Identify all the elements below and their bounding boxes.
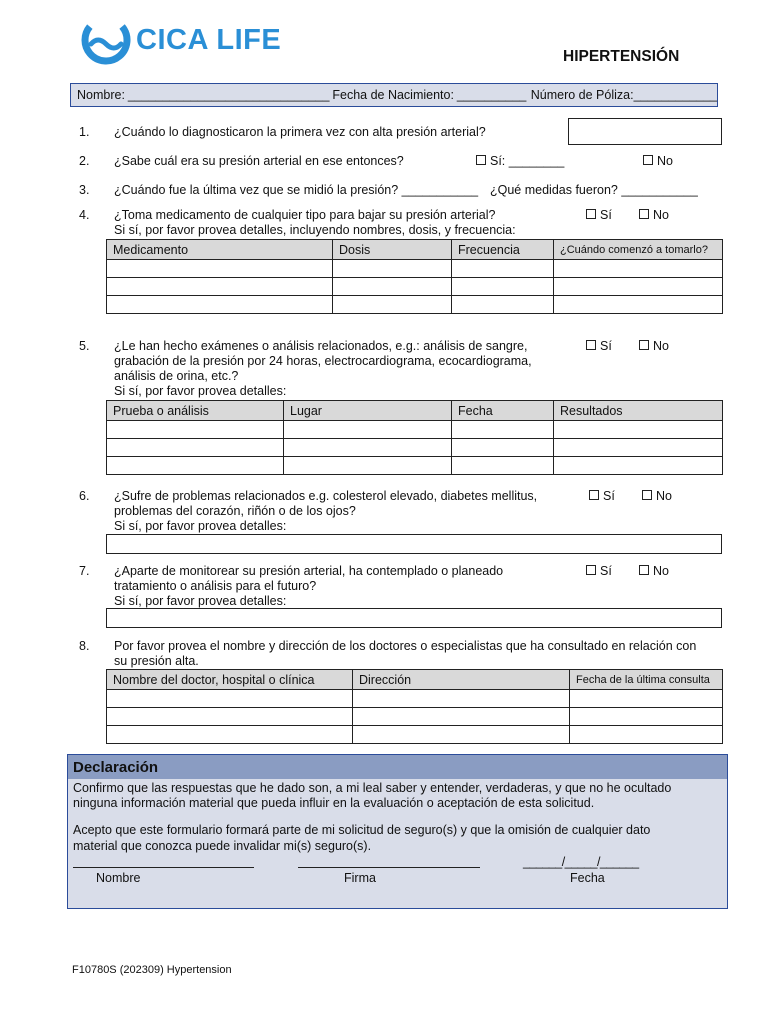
- doctors-table: [106, 669, 723, 744]
- table-cell[interactable]: [353, 708, 570, 726]
- table-header: Nombre del doctor, hospital o clínica: [107, 670, 353, 690]
- table-cell[interactable]: [554, 260, 723, 278]
- table-cell[interactable]: [107, 296, 333, 314]
- name-field[interactable]: _____________________________: [127, 88, 330, 102]
- table-cell[interactable]: [554, 457, 723, 475]
- table-header: Frecuencia: [452, 240, 554, 260]
- question-6-line-1: ¿Sufre de problemas relacionados e.g. colesterol elevado, diabetes mellitus,: [114, 489, 538, 503]
- table-header-row: [107, 401, 723, 421]
- question-8-line-1: Por favor provea el nombre y dirección de los doctores o especialistas que ha consultado en relación con: [114, 639, 697, 653]
- q4-yes-label: Sí: [600, 208, 612, 222]
- q2-no-label: No: [657, 154, 673, 168]
- q5-yes-option[interactable]: [586, 339, 612, 353]
- table-cell[interactable]: [107, 439, 284, 457]
- table-cell[interactable]: [452, 421, 554, 439]
- q7-yes-label: Sí: [600, 564, 612, 578]
- table-cell[interactable]: [554, 296, 723, 314]
- cica-logo-icon: [80, 14, 132, 66]
- dob-field[interactable]: __________: [456, 88, 527, 102]
- name-label: Nombre:: [77, 88, 125, 102]
- table-row[interactable]: [107, 260, 723, 278]
- question-4-line-2: Si sí, por favor provea detalles, incluyendo nombres, dosis, y frecuencia:: [114, 223, 516, 237]
- table-row[interactable]: [107, 708, 723, 726]
- question-number: 1.: [79, 125, 90, 139]
- question-7-line-3: Si sí, por favor provea detalles:: [114, 594, 287, 608]
- checkbox-icon: [586, 565, 596, 575]
- table-cell[interactable]: [353, 690, 570, 708]
- sig-firma-label: Firma: [344, 871, 376, 885]
- dob-label: Fecha de Nacimiento:: [332, 88, 454, 102]
- table-header: Dirección: [353, 670, 570, 690]
- name-signature-line[interactable]: [73, 867, 254, 868]
- declaration-title: Declaración: [68, 755, 727, 779]
- table-header-row: [107, 670, 723, 690]
- checkbox-icon: [586, 209, 596, 219]
- table-row[interactable]: [107, 296, 723, 314]
- table-cell[interactable]: [554, 278, 723, 296]
- sig-fecha-label: Fecha: [570, 871, 605, 885]
- q6-details-field[interactable]: [106, 534, 722, 554]
- q2-yes-option[interactable]: [476, 154, 564, 168]
- q7-details-field[interactable]: [106, 608, 722, 628]
- table-row[interactable]: [107, 457, 723, 475]
- table-cell[interactable]: [452, 457, 554, 475]
- checkbox-icon: [586, 340, 596, 350]
- table-cell[interactable]: [107, 726, 353, 744]
- table-row[interactable]: [107, 421, 723, 439]
- policy-field[interactable]: ____________: [633, 88, 718, 102]
- q2-no-option[interactable]: [643, 154, 673, 168]
- q5-no-option[interactable]: [639, 339, 669, 353]
- checkbox-icon: [643, 155, 653, 165]
- q6-no-option[interactable]: [642, 489, 672, 503]
- q7-no-option[interactable]: [639, 564, 669, 578]
- checkbox-icon: [639, 340, 649, 350]
- table-row[interactable]: [107, 439, 723, 457]
- declaration-section: [67, 754, 728, 909]
- question-8-line-2: su presión alta.: [114, 654, 199, 668]
- table-header: Resultados: [554, 401, 723, 421]
- declaration-para-1-line-1: Confirmo que las respuestas que he dado son, a mi leal saber y entender, verdaderas, y que no he ocultado: [73, 781, 672, 795]
- table-cell[interactable]: [107, 421, 284, 439]
- table-header: Dosis: [333, 240, 452, 260]
- tests-table: [106, 400, 723, 475]
- question-2-text: ¿Sabe cuál era su presión arterial en ese entonces?: [114, 154, 404, 168]
- table-row[interactable]: [107, 278, 723, 296]
- question-number: 4.: [79, 208, 90, 222]
- question-number: 3.: [79, 183, 90, 197]
- medication-table: [106, 239, 723, 314]
- q5-no-label: No: [653, 339, 669, 353]
- table-cell[interactable]: [554, 421, 723, 439]
- question-3-text: ¿Cuándo fue la última vez que se midió la presión? ___________: [114, 183, 479, 197]
- table-cell[interactable]: [107, 278, 333, 296]
- q4-no-label: No: [653, 208, 669, 222]
- document-title: HIPERTENSIÓN: [563, 48, 680, 65]
- table-cell[interactable]: [554, 439, 723, 457]
- q2-yes-label: Sí: ________: [490, 154, 565, 168]
- table-cell[interactable]: [452, 439, 554, 457]
- table-cell[interactable]: [570, 690, 723, 708]
- table-cell[interactable]: [284, 421, 452, 439]
- applicant-info-bar: [70, 83, 718, 107]
- firma-signature-line[interactable]: [298, 867, 480, 868]
- table-header: Lugar: [284, 401, 452, 421]
- question-1-text: ¿Cuándo lo diagnosticaron la primera vez con alta presión arterial?: [114, 125, 486, 139]
- checkbox-icon: [642, 490, 652, 500]
- diagnosis-date-field[interactable]: [568, 118, 722, 145]
- checkbox-icon: [639, 209, 649, 219]
- table-cell[interactable]: [353, 726, 570, 744]
- table-cell[interactable]: [107, 690, 353, 708]
- table-header: Prueba o análisis: [107, 401, 284, 421]
- question-5-line-4: Si sí, por favor provea detalles:: [114, 384, 287, 398]
- table-cell[interactable]: [570, 726, 723, 744]
- table-cell[interactable]: [107, 457, 284, 475]
- q6-no-label: No: [656, 489, 672, 503]
- question-number: 7.: [79, 564, 90, 578]
- table-cell[interactable]: [333, 260, 452, 278]
- table-cell[interactable]: [107, 708, 353, 726]
- table-cell[interactable]: [284, 457, 452, 475]
- question-7-line-1: ¿Aparte de monitorear su presión arterial, ha contemplado o planeado: [114, 564, 504, 578]
- q4-no-option[interactable]: [639, 208, 669, 222]
- question-number: 5.: [79, 339, 90, 353]
- question-number: 6.: [79, 489, 90, 503]
- question-3-text-2: ¿Qué medidas fueron? ___________: [490, 183, 698, 197]
- brand-name: CICA LIFE: [136, 23, 282, 56]
- q7-yes-option[interactable]: [586, 564, 612, 578]
- form-code-footer: F10780S (202309) Hypertension: [72, 964, 232, 976]
- question-5-line-3: análisis de orina, etc.?: [114, 369, 239, 383]
- table-header: Medicamento: [107, 240, 333, 260]
- company-logo: [80, 14, 281, 66]
- table-cell[interactable]: [570, 708, 723, 726]
- declaration-para-2-line-1: Acepto que este formulario formará parte de mi solicitud de seguro(s) y que la omisión de cualquier dato: [73, 823, 651, 837]
- sig-name-label: Nombre: [96, 871, 141, 885]
- q6-yes-label: Sí: [603, 489, 615, 503]
- checkbox-icon: [476, 155, 486, 165]
- question-number: 2.: [79, 154, 90, 168]
- q7-no-label: No: [653, 564, 669, 578]
- table-cell[interactable]: [284, 439, 452, 457]
- table-cell[interactable]: [333, 278, 452, 296]
- table-cell[interactable]: [107, 260, 333, 278]
- q6-yes-option[interactable]: [589, 489, 615, 503]
- question-4-line-1: ¿Toma medicamento de cualquier tipo para bajar su presión arterial?: [114, 208, 496, 222]
- q4-yes-option[interactable]: [586, 208, 612, 222]
- policy-label: Número de Póliza:: [530, 88, 634, 102]
- table-cell[interactable]: [452, 278, 554, 296]
- table-row[interactable]: [107, 690, 723, 708]
- table-header: ¿Cuándo comenzó a tomarlo?: [554, 240, 723, 260]
- checkbox-icon: [639, 565, 649, 575]
- date-field[interactable]: ______/_____/______: [523, 855, 639, 869]
- q5-yes-label: Sí: [600, 339, 612, 353]
- table-cell[interactable]: [452, 296, 554, 314]
- table-header-row: [107, 240, 723, 260]
- checkbox-icon: [589, 490, 599, 500]
- declaration-para-1-line-2: ninguna información material que pueda influir en la evaluación o aceptación de esta solicitud.: [73, 796, 595, 810]
- table-row[interactable]: [107, 726, 723, 744]
- table-header: Fecha: [452, 401, 554, 421]
- question-6-line-2: problemas del corazón, riñón o de los ojos?: [114, 504, 356, 518]
- table-cell[interactable]: [333, 296, 452, 314]
- table-header: Fecha de la última consulta: [570, 670, 723, 690]
- question-6-line-3: Si sí, por favor provea detalles:: [114, 519, 287, 533]
- question-5-line-2: grabación de la presión por 24 horas, electrocardiograma, ecocardiograma,: [114, 354, 532, 368]
- declaration-para-2-line-2: material que conozca puede invalidar mi(s) seguro(s).: [73, 839, 372, 853]
- table-cell[interactable]: [452, 260, 554, 278]
- question-7-line-2: tratamiento o análisis para el futuro?: [114, 579, 317, 593]
- question-5-line-1: ¿Le han hecho exámenes o análisis relacionados, e.g.: análisis de sangre,: [114, 339, 528, 353]
- question-number: 8.: [79, 639, 90, 653]
